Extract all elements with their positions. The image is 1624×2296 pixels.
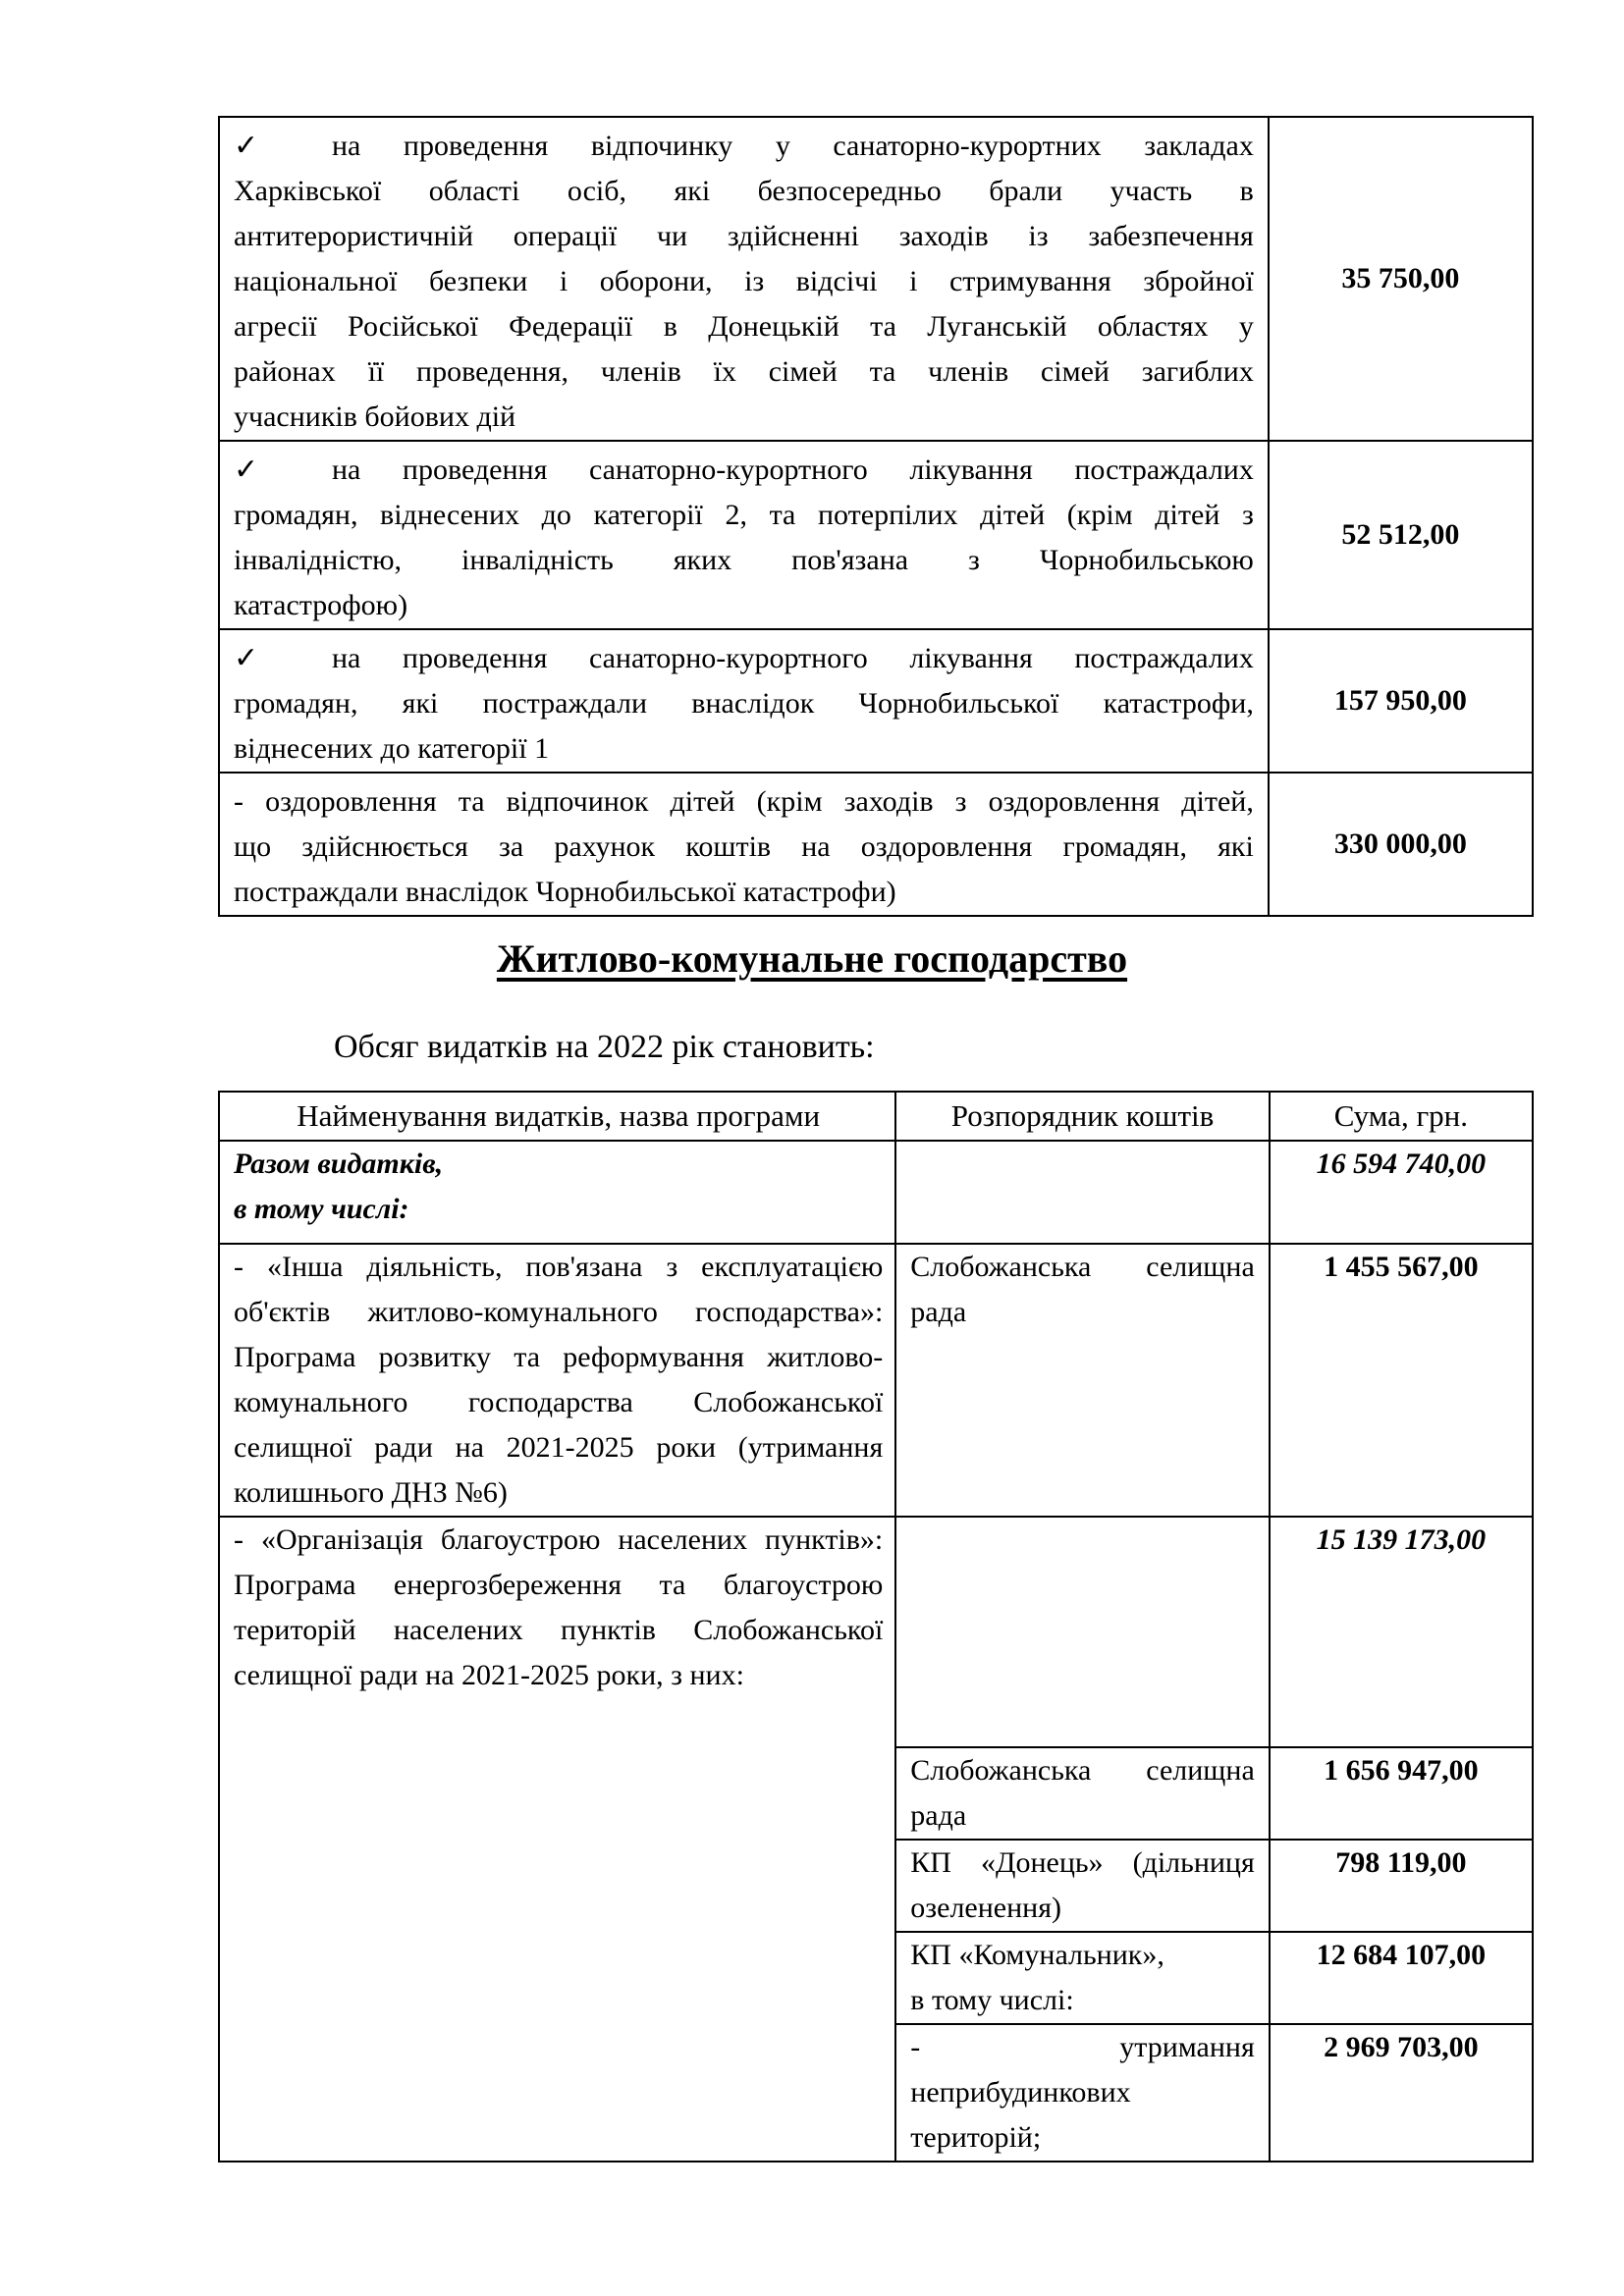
checkmark-icon: ✓	[234, 454, 259, 486]
table-row	[219, 773, 1533, 916]
total-label: Разом видатків, в тому числі:	[219, 1141, 895, 1244]
expense-description: ✓ на проведення санаторно-курортного лікування постраждалих громадян, віднесених до категорії 2, та потерпілих дітей (крім дітей з інвалідністю, інвалідність яких пов'язана з Чорнобильською катастрофою)	[219, 441, 1269, 629]
column-header-manager: Розпорядник коштів	[895, 1092, 1270, 1141]
expense-description: ✓ на проведення санаторно-курортного лікування постраждалих громадян, які постраждали внаслідок Чорнобильської катастрофи, віднесених до категорії 1	[219, 629, 1269, 773]
top-expense-table	[218, 116, 1534, 917]
total-manager	[895, 1141, 1270, 1244]
expense-manager: Слобожанська селищна рада	[895, 1747, 1270, 1840]
expense-amount: 2 969 703,00	[1270, 2024, 1533, 2162]
table-row	[219, 117, 1533, 441]
expense-manager: Слобожанська селищна рада	[895, 1244, 1270, 1517]
column-header-name: Найменування видатків, назва програми	[219, 1092, 895, 1141]
total-amount: 16 594 740,00	[1270, 1141, 1533, 1244]
table-row	[219, 441, 1533, 629]
expense-name: - «Інша діяльність, пов'язана з експлуатацією об'єктів житлово-комунального господарства»: Програма розвитку та реформування житлово-комунального господарства Слобожанської селищної ради на 2021-2025 роки (утримання колишнього ДНЗ №6)	[219, 1244, 895, 1517]
expense-amount: 52 512,00	[1269, 441, 1533, 629]
table-row	[219, 2024, 1533, 2162]
table-row	[219, 1244, 1533, 1517]
column-header-amount: Сума, грн.	[1270, 1092, 1533, 1141]
expense-amount: 330 000,00	[1269, 773, 1533, 916]
expense-manager	[895, 1517, 1270, 1747]
section-title: Житлово-комунальне господарство	[496, 936, 1128, 981]
checkmark-icon: ✓	[234, 642, 259, 674]
table-row	[219, 1517, 1533, 1747]
expense-amount: 35 750,00	[1269, 117, 1533, 441]
expense-amount: 798 119,00	[1270, 1840, 1533, 1932]
table-row-total	[219, 1141, 1533, 1244]
expense-amount: 12 684 107,00	[1270, 1932, 1533, 2024]
table-row	[219, 629, 1533, 773]
table-row	[219, 1932, 1533, 2024]
intro-text: Обсяг видатків на 2022 рік становить:	[334, 1029, 875, 1065]
expense-amount: 15 139 173,00	[1270, 1517, 1533, 1747]
table-row	[219, 1747, 1533, 1840]
expense-manager: КП «Комунальник», в тому числі:	[895, 1932, 1270, 2024]
expense-manager: - утримання неприбудинкових територій;	[895, 2024, 1270, 2162]
expense-name: - «Організація благоустрою населених пунктів»: Програма енергозбереження та благоустрою територій населених пунктів Слобожанської селищної ради на 2021-2025 роки, з них:	[219, 1517, 895, 1747]
table-row	[219, 1840, 1533, 1932]
housing-expense-table	[218, 1091, 1534, 2163]
expense-description: ✓ на проведення відпочинку у санаторно-курортних закладах Харківської області осіб, які безпосередньо брали участь в антитерористичній операції чи здійсненні заходів із забезпечення національної безпеки і оборони, із відсічі і стримування збройної агресії Російської Федерації в Донецькій та Луганській областях у районах її проведення, членів їх сімей та членів сімей загиблих учасників бойових дій	[219, 117, 1269, 441]
expense-description: - оздоровлення та відпочинок дітей (крім заходів з оздоровлення дітей, що здійснюється за рахунок коштів на оздоровлення громадян, які постраждали внаслідок Чорнобильської катастрофи)	[219, 773, 1269, 916]
expense-amount: 1 656 947,00	[1270, 1747, 1533, 1840]
table-header-row	[219, 1092, 1533, 1141]
expense-manager: КП «Донець» (дільниця озеленення)	[895, 1840, 1270, 1932]
checkmark-icon: ✓	[234, 130, 259, 162]
expense-amount: 1 455 567,00	[1270, 1244, 1533, 1517]
expense-amount: 157 950,00	[1269, 629, 1533, 773]
